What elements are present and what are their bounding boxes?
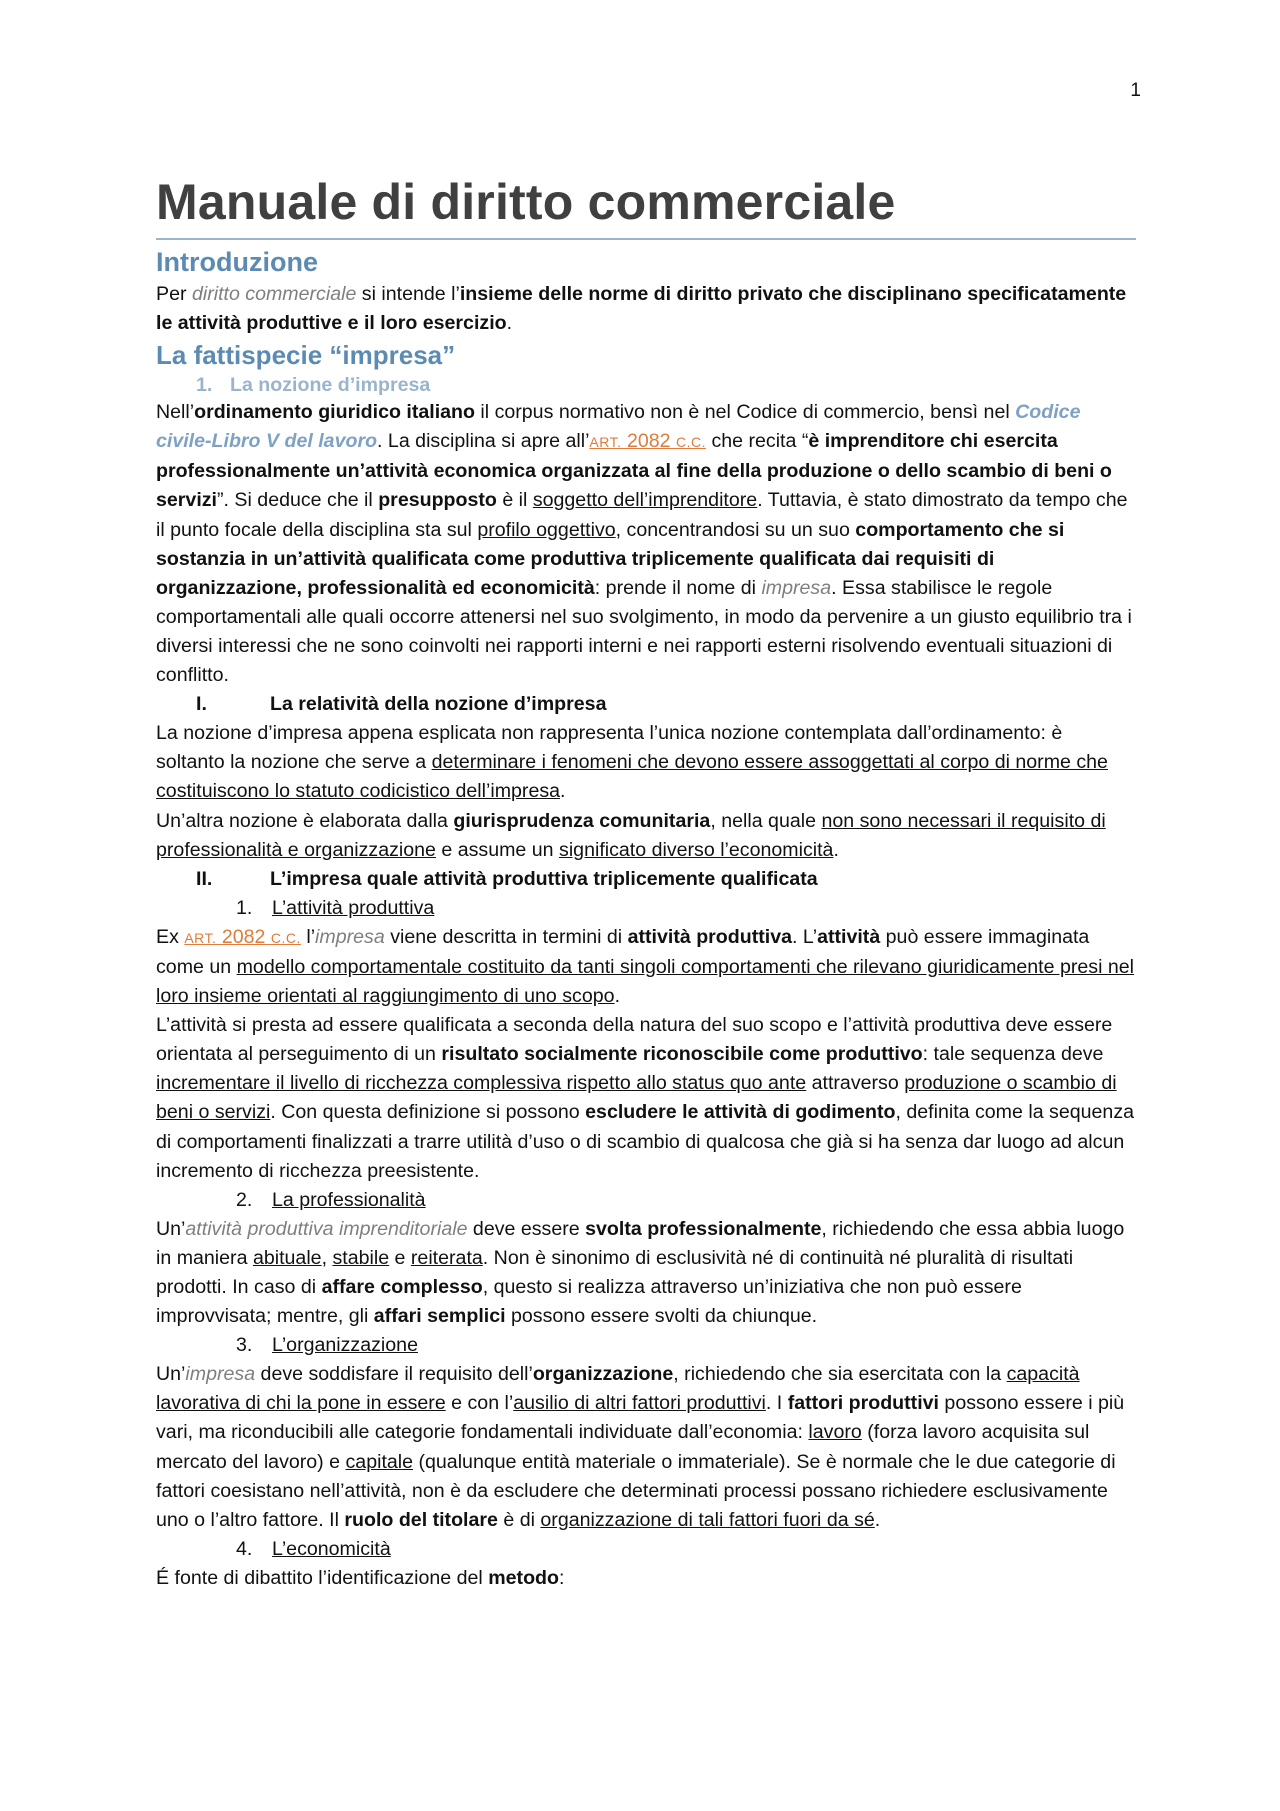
paragraph-professionalita: Un’attività produttiva imprenditoriale deve essere svolta professionalmente, richiedendo che essa abbia luogo in maniera abituale, stabile e reiterata. Non è sinonimo di esclusività né di continuità né pluralità di risultati prodotti. In caso di affare complesso, questo si realizza attraverso un’iniziativa che non può essere improvvisata; mentre, gli affari semplici possono essere svolti da chiunque. <box>156 1217 1125 1328</box>
item-heading-economicita: 4. L’economicità <box>236 1537 391 1560</box>
paragraph-economicita: É fonte di dibattito l’identificazione del metodo: <box>156 1566 565 1589</box>
roman-heading-relativita: I. La relatività della nozione d’impresa <box>196 693 607 716</box>
art-2082-link[interactable]: ART. 2082 C.C. <box>589 430 706 453</box>
page-number: 1 <box>1130 80 1141 101</box>
item-heading-professionalita: 2. La professionalità <box>236 1188 426 1211</box>
heading-introduzione: Introduzione <box>156 247 318 277</box>
codice-civile-link[interactable]: Codice civile-Libro V del lavoro <box>156 401 1081 453</box>
document-body <box>156 172 1136 1593</box>
paragraph-relativita: La nozione d’impresa appena esplicata non rappresenta l’unica nozione contemplata dall’ordinamento: è soltanto la nozione che serve a determinare i fenomeni che devono essere assoggettati al corpo di norme che costituiscono lo statuto codicistico dell’impresa. <box>156 722 1108 803</box>
roman-heading-triplicemente: II. L’impresa quale attività produttiva triplicemente qualificata <box>196 867 818 890</box>
subheading-nozione-impresa: 1. La nozione d’impresa <box>196 374 431 397</box>
heading-fattispecie-impresa: La fattispecie “impresa” <box>156 340 456 371</box>
paragraph-nozione: Nell’ordinamento giuridico italiano il corpus normativo non è nel Codice di commercio, bensì nel Codice civile-Libro V del lavoro. La disciplina si apre all’ART. 2082 C.C. che recita “è imprenditore chi esercita professionalmente un’attività economica organizzata al fine della produzione o dello scambio di beni o servizi”. Si deduce che il presupposto è il soggetto dell’imprenditore. Tuttavia, è stato dimostrato da tempo che il punto focale della disciplina sta sul profilo oggettivo, concentrandosi su un suo comportamento che si sostanzia in un’attività qualificata come produttiva triplicemente qualificata dai requisiti di organizzazione, professionalità ed economicità: prende il nome di impresa. Essa stabilisce le regole comportamentali alle quali occorre attenersi nel suo svolgimento, in modo da pervenire a un giusto equilibrio tra i diversi interessi che ne sono coinvolti nei rapporti interni e nei rapporti esterni risolvendo eventuali situazioni di conflitto. <box>156 401 1132 687</box>
art-2082-link[interactable]: ART. 2082 C.C. <box>184 925 301 948</box>
item-heading-organizzazione: 3. L’organizzazione <box>236 1334 418 1357</box>
item-heading-attivita: 1. L’attività produttiva <box>236 896 435 919</box>
paragraph-attivita-2: L’attività si presta ad essere qualificata a seconda della natura del suo scopo e l’attività produttiva deve essere orientata al perseguimento di un risultato socialmente riconoscibile come produttivo: tale sequenza deve incrementare il livello di ricchezza complessiva rispetto allo status quo ante attraverso produzione o scambio di beni o servizi. Con questa definizione si possono escludere le attività di godimento, definita come la sequenza di comportamenti finalizzati a trarre utilità d’uso o di scambio di qualcosa che già si ha senza dar luogo ad alcun incremento di ricchezza preesistente. <box>156 1014 1135 1182</box>
intro-paragraph: Per diritto commerciale si intende l’insieme delle norme di diritto privato che disciplinano specificatamente le attività produttive e il loro esercizio. <box>156 283 1127 335</box>
document-title: Manuale di diritto commerciale <box>156 172 1136 240</box>
paragraph-organizzazione: Un’impresa deve soddisfare il requisito dell’organizzazione, richiedendo che sia esercitata con la capacità lavorativa di chi la pone in essere e con l’ausilio di altri fattori produttivi. I fattori produttivi possono essere i più vari, ma riconducibili alle categorie fondamentali individuate dall’economia: lavoro (forza lavoro acquisita sul mercato del lavoro) e capitale (qualunque entità materiale o immateriale). Se è normale che le due categorie di fattori coesistano nell’attività, non è da escludere che determinati processi possano richiedere esclusivamente uno o l’altro fattore. Il ruolo del titolare è di organizzazione di tali fattori fuori da sé. <box>156 1363 1125 1531</box>
paragraph-attivita-1: Ex ART. 2082 C.C. l’impresa viene descritta in termini di attività produttiva. L’attività può essere immaginata come un modello comportamentale costituito da tanti singoli comportamenti che rilevano giuridicamente presi nel loro insieme orientati al raggiungimento di uno scopo. <box>156 925 1135 1008</box>
paragraph-giurisprudenza: Un’altra nozione è elaborata dalla giurisprudenza comunitaria, nella quale non sono necessari il requisito di professionalità e organizzazione e assume un significato diverso l’economicità. <box>156 809 1106 861</box>
